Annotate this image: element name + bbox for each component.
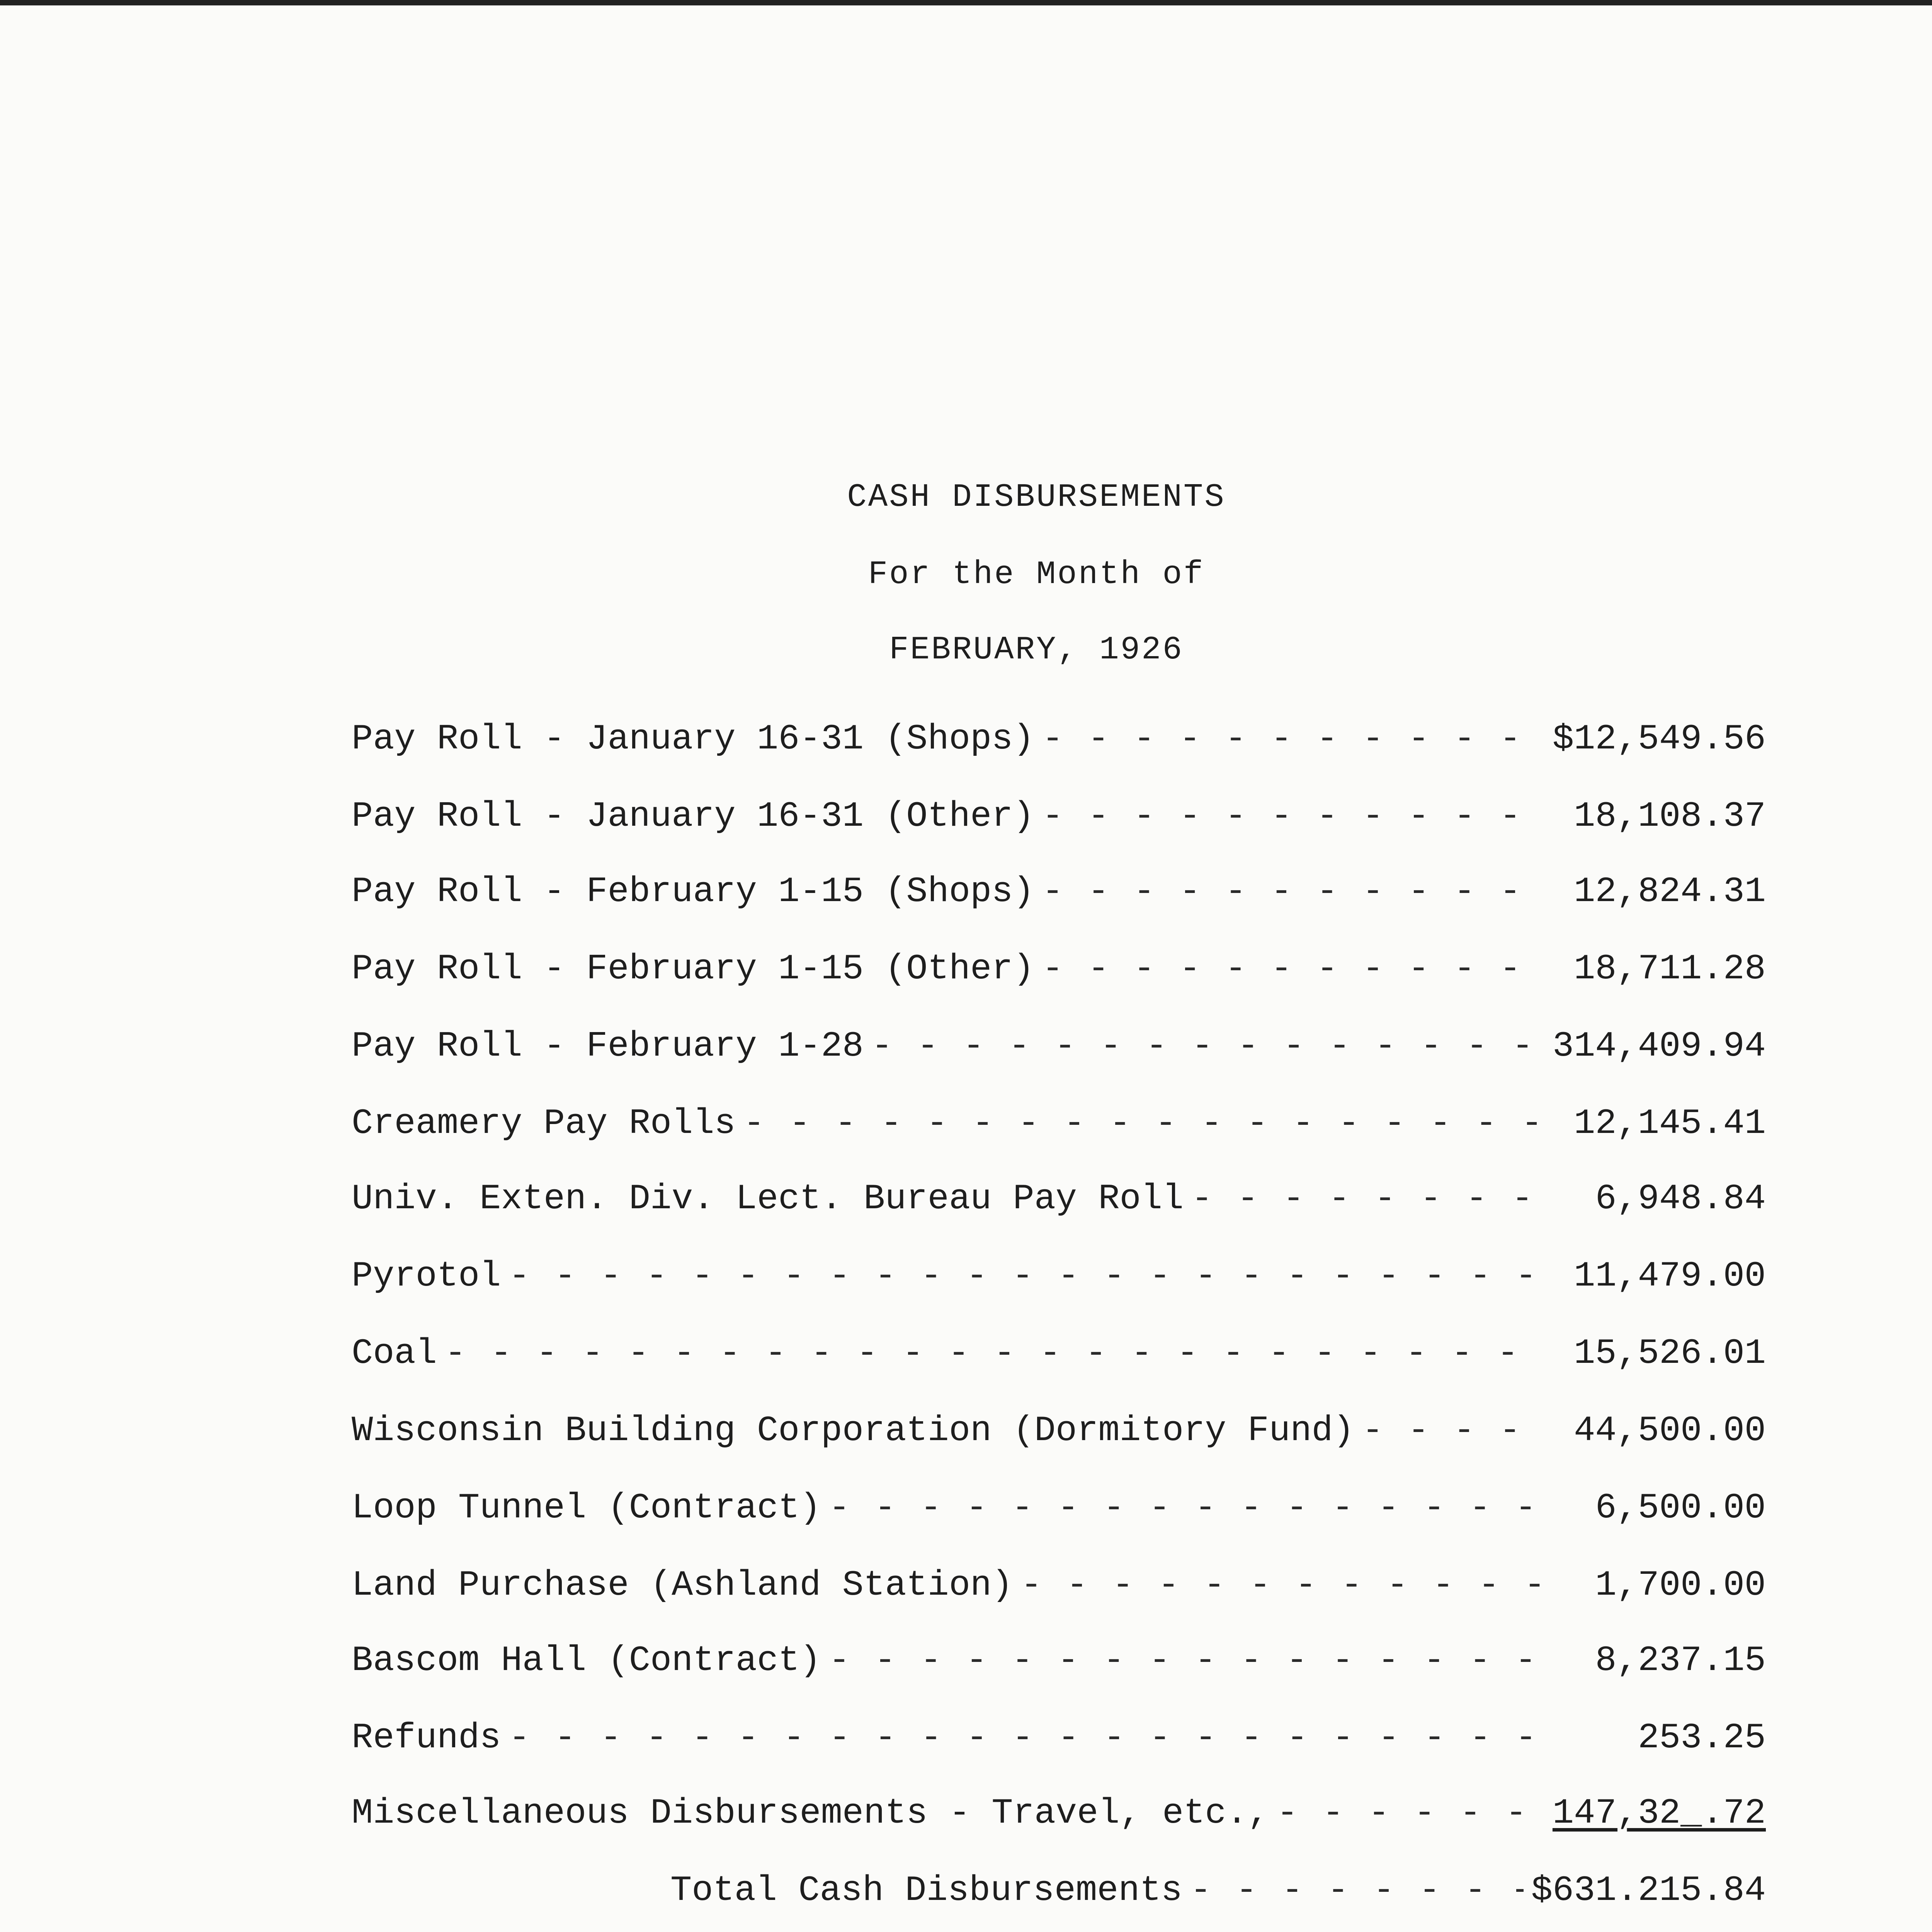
ledger-row	[352, 1718, 1766, 1760]
row-amount: $12,549.56	[1552, 719, 1766, 759]
ledger-row	[352, 1793, 1766, 1835]
total-amount: $631.215.84	[1531, 1870, 1766, 1911]
ledger-row	[352, 796, 1766, 838]
row-amount: 18,711.28	[1574, 949, 1766, 989]
ledger-row	[352, 1026, 1766, 1068]
row-label: Coal	[352, 1333, 437, 1374]
row-amount: 6,500.00	[1595, 1488, 1766, 1528]
row-label: Land Purchase (Ashland Station)	[352, 1565, 1013, 1605]
row-leader	[1042, 871, 1542, 912]
row-amount: 314,409.94	[1552, 1026, 1766, 1066]
row-label: Pyrotol	[352, 1256, 501, 1296]
ledger-row	[352, 1488, 1766, 1530]
row-amount: 253.25	[1638, 1718, 1766, 1758]
ledger-row	[352, 1565, 1766, 1607]
row-amount: 12,145.41	[1574, 1103, 1766, 1144]
row-label: Pay Roll - February 1-15 (Other)	[352, 949, 1034, 989]
row-amount: 44,500.00	[1574, 1410, 1766, 1451]
row-amount: 147,32_.72	[1552, 1793, 1766, 1833]
row-label: Pay Roll - January 16-31 (Other)	[352, 796, 1034, 837]
ledger-row	[352, 1640, 1766, 1683]
row-label: Pay Roll - February 1-28	[352, 1026, 864, 1066]
row-amount: 6,948.84	[1595, 1179, 1766, 1219]
row-label: Loop Tunnel (Contract)	[352, 1488, 821, 1528]
row-leader	[743, 1103, 1542, 1144]
row-amount: 1,700.00	[1595, 1565, 1766, 1605]
row-label: Refunds	[352, 1718, 501, 1758]
row-label: Bascom Hall (Contract)	[352, 1640, 821, 1681]
row-amount: 8,237.15	[1595, 1640, 1766, 1681]
row-leader	[509, 1718, 1542, 1758]
row-leader	[1362, 1410, 1542, 1451]
row-label: Pay Roll - January 16-31 (Shops)	[352, 719, 1034, 759]
row-leader	[1042, 796, 1542, 837]
row-label: Creamery Pay Rolls	[352, 1103, 736, 1144]
total-leader	[1190, 1870, 1524, 1911]
row-leader	[1042, 949, 1542, 989]
ledger-row	[352, 1333, 1766, 1376]
row-label: Miscellaneous Disbursements - Travel, etc.,	[352, 1793, 1269, 1833]
row-leader	[509, 1256, 1542, 1296]
scan-top-edge	[0, 0, 1932, 5]
ledger-row	[352, 871, 1766, 914]
row-label: Univ. Exten. Div. Lect. Bureau Pay Roll	[352, 1179, 1184, 1219]
row-leader	[1277, 1793, 1542, 1833]
ledger-row	[352, 719, 1766, 761]
row-amount: 18,108.37	[1574, 796, 1766, 837]
row-leader	[445, 1333, 1542, 1374]
ledger-row	[352, 1103, 1766, 1146]
row-amount: 15,526.01	[1574, 1333, 1766, 1374]
row-leader	[1042, 719, 1542, 759]
row-label: Pay Roll - February 1-15 (Shops)	[352, 871, 1034, 912]
row-leader	[829, 1640, 1542, 1681]
row-label: Wisconsin Building Corporation (Dormitory Fund)	[352, 1410, 1354, 1451]
ledger-row	[352, 949, 1766, 991]
ledger-row	[352, 1410, 1766, 1453]
row-leader	[871, 1026, 1542, 1066]
row-amount: 11,479.00	[1574, 1256, 1766, 1296]
row-leader	[1020, 1565, 1542, 1605]
total-label: Total Cash Disbursements	[670, 1870, 1183, 1911]
document-subtitle: For the Month of	[868, 556, 1205, 593]
ledger-row	[352, 1179, 1766, 1221]
ledger-row	[352, 1256, 1766, 1298]
row-amount: 12,824.31	[1574, 871, 1766, 912]
total-row	[670, 1870, 1766, 1913]
row-leader	[829, 1488, 1542, 1528]
document-title: CASH DISBURSEMENTS	[847, 479, 1226, 516]
row-leader	[1191, 1179, 1542, 1219]
document-period: FEBRUARY, 1926	[889, 632, 1184, 668]
